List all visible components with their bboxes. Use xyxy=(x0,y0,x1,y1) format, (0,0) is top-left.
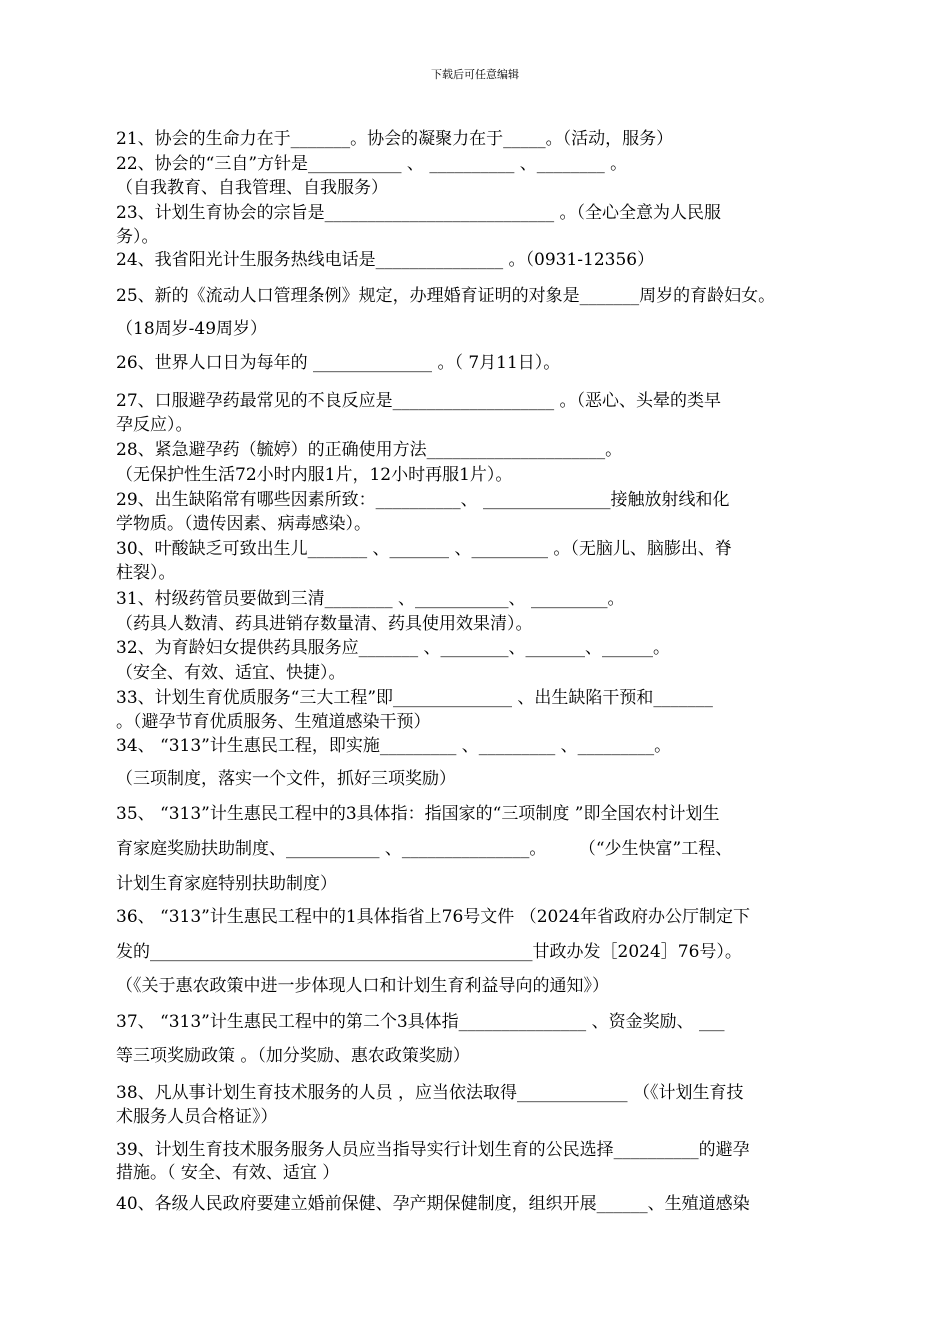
text-line: 37、 “313”计生惠民工程中的第二个3具体指_______________ 、资金奖励、 ___ xyxy=(116,1012,725,1032)
text-line: （无保护性生活72小时内服1片，12小时再服1片）。 xyxy=(116,465,513,485)
text-line: 33、计划生育优质服务“三大工程”即______________ 、出生缺陷干预和_______ xyxy=(116,688,713,708)
text-line: 30、叶酸缺乏可致出生儿_______ 、_______ 、_________ 。（无脑儿、脑膨出、脊 xyxy=(116,539,732,559)
text-line: 24、我省阳光计生服务热线电话是_______________ 。（0931-12356） xyxy=(116,250,655,270)
text-line: 34、 “313”计生惠民工程，即实施_________ 、_________ 、_________。 xyxy=(116,736,672,756)
text-line: （三项制度，落实一个文件，抓好三项奖励） xyxy=(116,769,456,789)
text-line: （药具人数清、药具进销存数量清、药具使用效果清）。 xyxy=(116,614,533,634)
text-line: 柱裂）。 xyxy=(116,563,176,583)
text-line: 务）。 xyxy=(116,227,159,247)
text-line: 22、协会的“三自”方针是___________ 、 __________ 、________ 。 xyxy=(116,154,628,174)
text-line: 发的_____________________________________________甘政办发［2024］76号）。 xyxy=(116,942,742,962)
text-line: 措施。（ 安全、有效、适宜 ） xyxy=(116,1163,340,1183)
text-line: 25、新的《流动人口管理条例》规定，办理婚育证明的对象是_______周岁的育龄妇女。 xyxy=(116,286,776,306)
text-line: 35、 “313”计生惠民工程中的3具体指：指国家的“三项制度 ”即全国农村计划生 xyxy=(116,804,720,824)
text-line: 38、凡从事计划生育技术服务的人员 ，应当依法取得_____________ （《计划生育技 xyxy=(116,1083,744,1103)
page-header: 下载后可任意编辑 xyxy=(431,68,519,81)
text-line: 育家庭奖励扶助制度、___________ 、_______________。 （“少生快富”工程、 xyxy=(116,839,733,859)
text-line: 36、 “313”计生惠民工程中的1具体指省上76号文件 （2024年省政府办公厅制定下 xyxy=(116,907,750,927)
text-line: 21、协会的生命力在于_______。协会的凝聚力在于_____。（活动，服务） xyxy=(116,129,674,149)
text-line: 26、世界人口日为每年的 ______________ 。（ 7月11日）。 xyxy=(116,353,561,373)
text-line: 学物质。（遗传因素、病毒感染）。 xyxy=(116,514,371,534)
text-line: （《关于惠农政策中进一步体现人口和计划生育利益导向的通知》） xyxy=(116,976,609,996)
text-line: （安全、有效、适宜、快捷）。 xyxy=(116,663,346,683)
text-line: （自我教育、自我管理、自我服务） xyxy=(116,178,388,198)
text-line: 等三项奖励政策 。（加分奖励、惠农政策奖励） xyxy=(116,1046,470,1066)
text-line: （18周岁-49周岁） xyxy=(116,319,268,339)
text-line: 28、紧急避孕药（毓婷）的正确使用方法_____________________。 xyxy=(116,440,623,460)
text-line: 32、为育龄妇女提供药具服务应_______ 、________、_______、______。 xyxy=(116,638,671,658)
text-line: 29、出生缺陷常有哪些因素所致：__________、 _______________接触放射线和化 xyxy=(116,490,730,510)
text-line: 27、口服避孕药最常见的不良反应是___________________ 。（恶心、头晕的类早 xyxy=(116,391,722,411)
text-line: 孕反应）。 xyxy=(116,415,193,435)
text-line: 39、计划生育技术服务服务人员应当指导实行计划生育的公民选择__________的避孕 xyxy=(116,1140,750,1160)
text-line: 计划生育家庭特别扶助制度） xyxy=(116,874,337,894)
text-line: 31、村级药管员要做到三清________ 、___________、 _________。 xyxy=(116,589,625,609)
text-line: 40、各级人民政府要建立婚前保健、孕产期保健制度，组织开展______、生殖道感染 xyxy=(116,1194,750,1214)
text-line: 23、计划生育协会的宗旨是___________________________ 。（全心全意为人民服 xyxy=(116,203,722,223)
text-line: 。（避孕节育优质服务、生殖道感染干预） xyxy=(116,712,431,732)
text-line: 术服务人员合格证》） xyxy=(116,1107,278,1127)
